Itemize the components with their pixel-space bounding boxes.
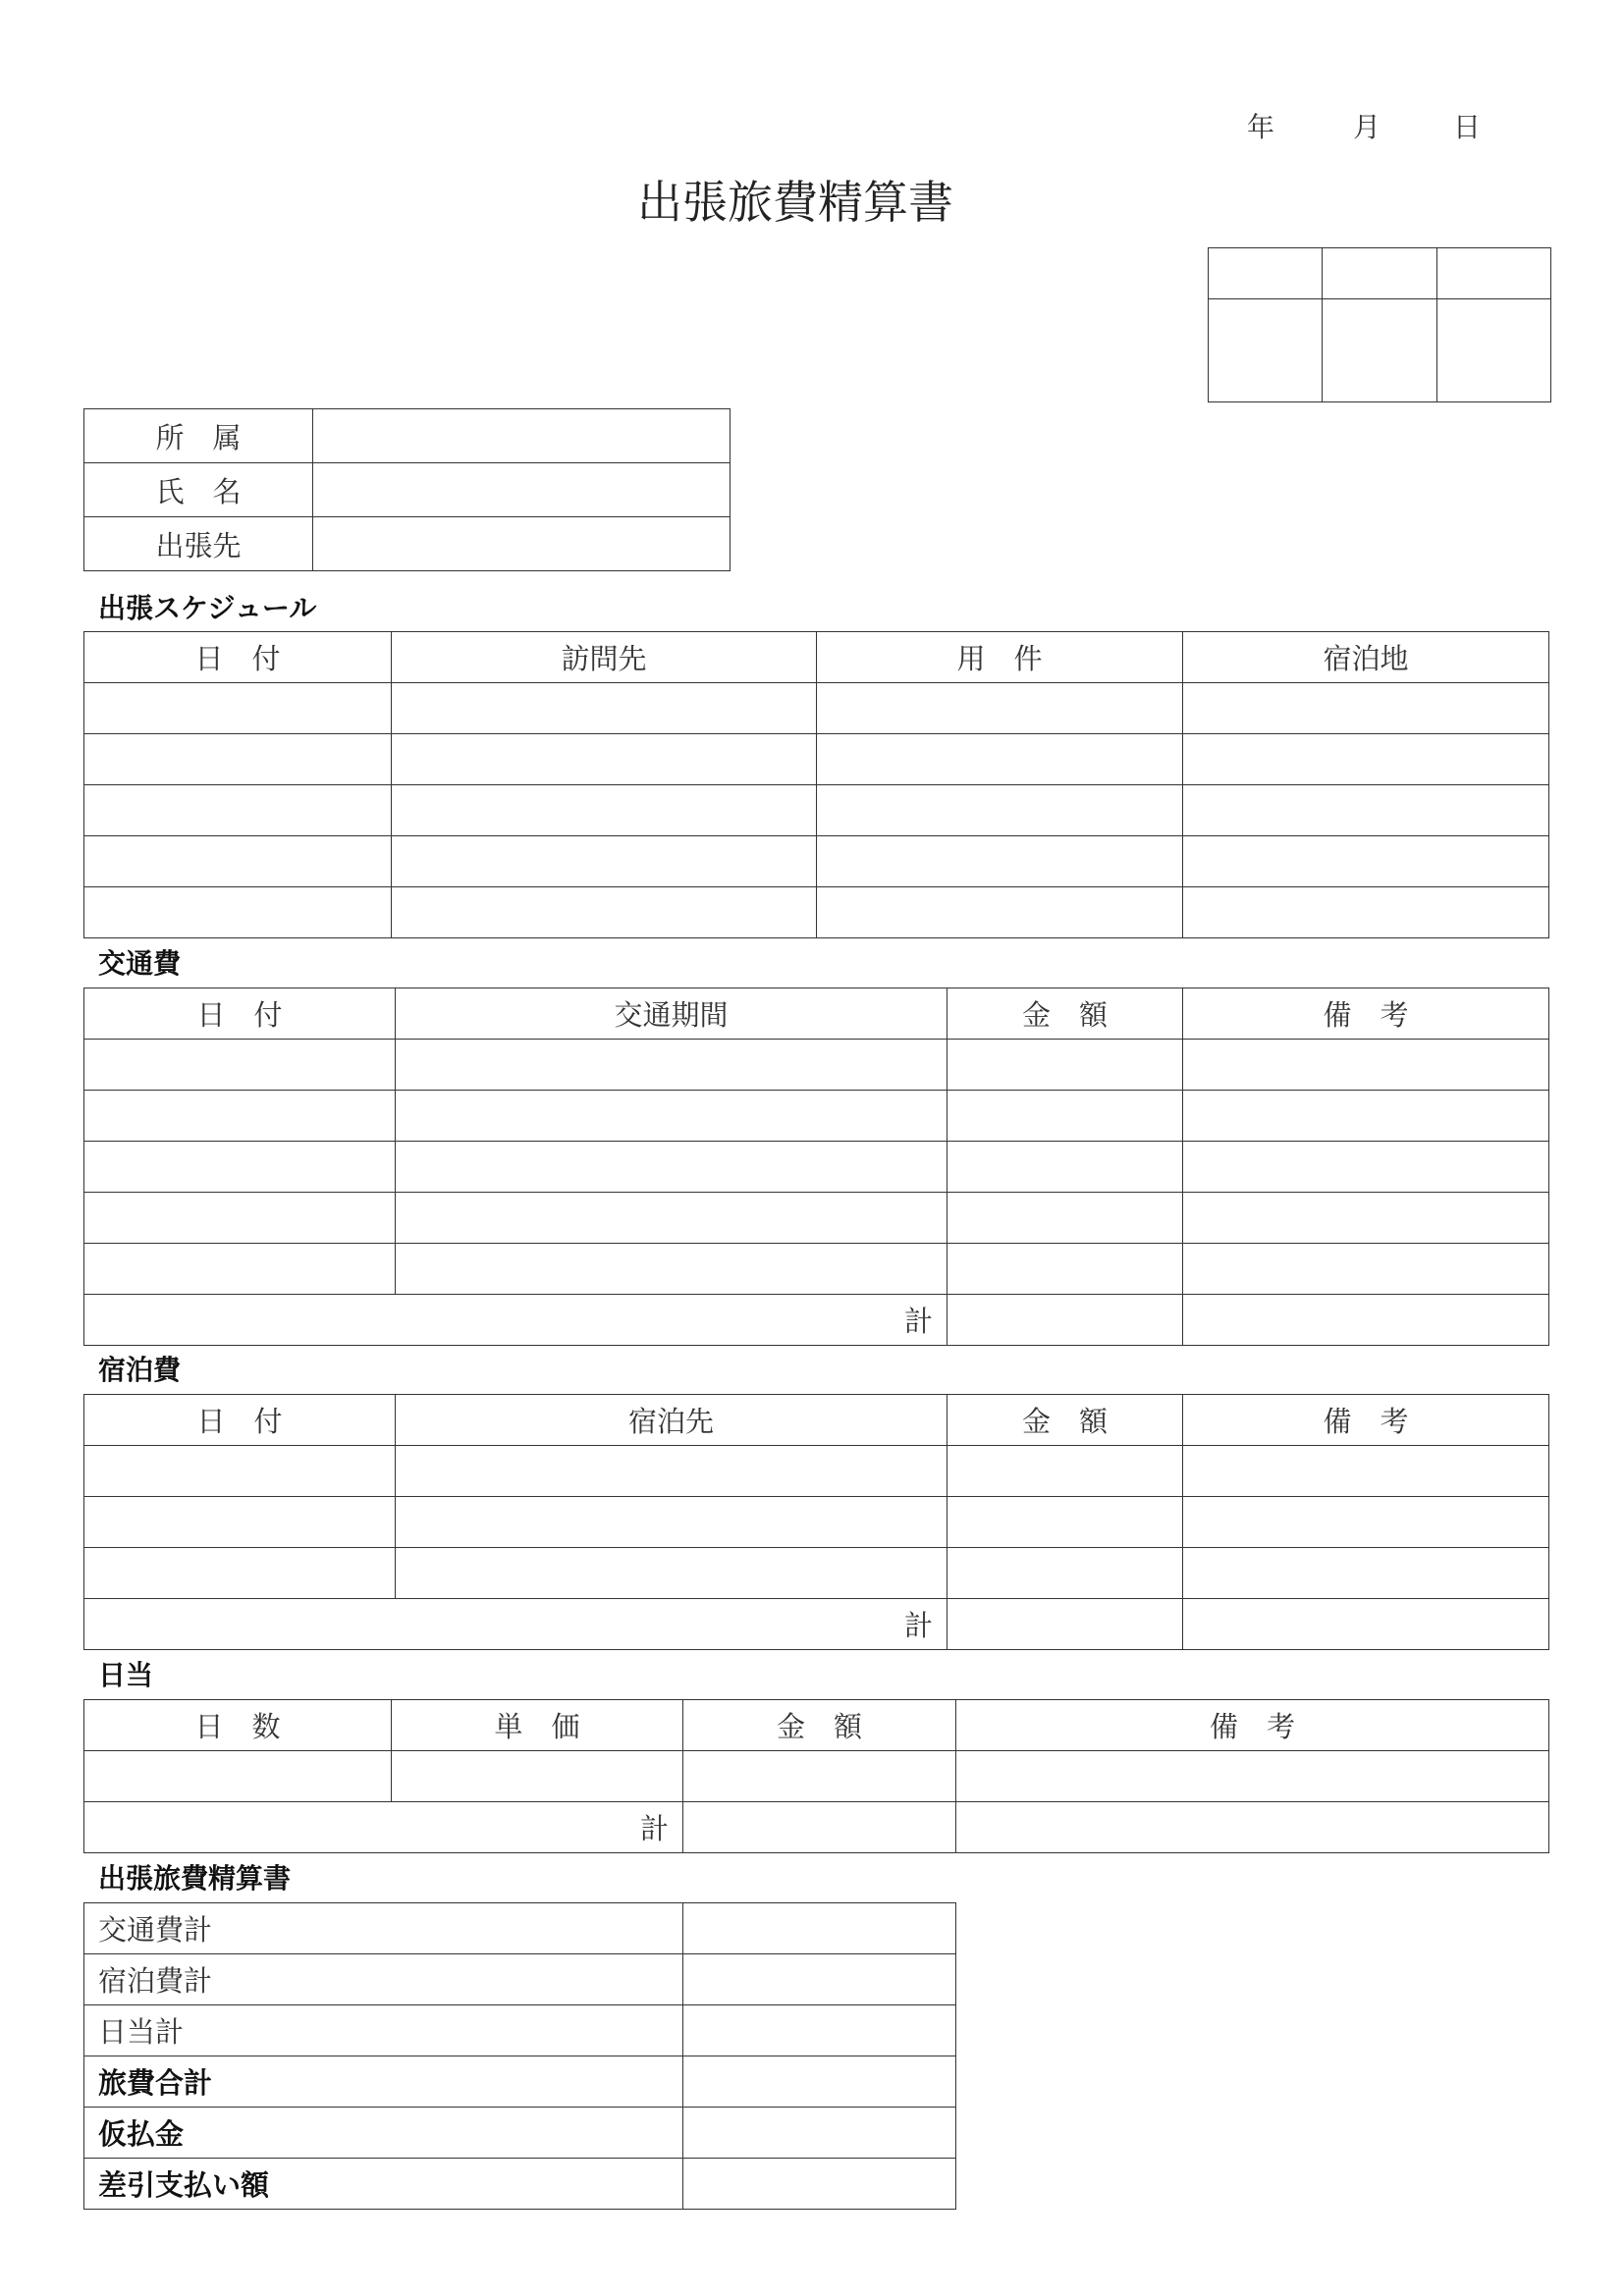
lodging-total-label: 計: [84, 1599, 947, 1650]
table-cell[interactable]: [947, 1446, 1183, 1497]
schedule-col-date: 日 付: [84, 632, 392, 683]
stamp-header-cell[interactable]: [1323, 248, 1436, 299]
table-cell[interactable]: [396, 1446, 947, 1497]
daily-col-unit-price: 単 価: [392, 1700, 683, 1751]
table-cell[interactable]: [1183, 734, 1549, 785]
table-cell[interactable]: [84, 1751, 392, 1802]
daily-col-notes: 備 考: [956, 1700, 1549, 1751]
daily-table: [83, 1699, 1549, 1853]
table-cell[interactable]: [947, 1244, 1183, 1295]
table-cell[interactable]: [84, 887, 392, 938]
daily-col-days: 日 数: [84, 1700, 392, 1751]
transport-col-notes: 備 考: [1183, 988, 1549, 1040]
table-cell[interactable]: [947, 1497, 1183, 1548]
summary-lodging-total-value[interactable]: [683, 1954, 956, 2005]
table-cell[interactable]: [396, 1193, 947, 1244]
summary-advance-value[interactable]: [683, 2108, 956, 2159]
table-cell[interactable]: [84, 683, 392, 734]
table-cell[interactable]: [84, 1142, 396, 1193]
table-cell[interactable]: [84, 734, 392, 785]
stamp-cell[interactable]: [1436, 299, 1550, 402]
table-cell[interactable]: [1183, 1040, 1549, 1091]
table-cell[interactable]: [947, 1193, 1183, 1244]
table-cell[interactable]: [1183, 785, 1549, 836]
table-cell[interactable]: [396, 1091, 947, 1142]
lodging-col-date: 日 付: [84, 1395, 396, 1446]
table-cell[interactable]: [1183, 1244, 1549, 1295]
summary-grand-total-value[interactable]: [683, 2056, 956, 2108]
table-cell[interactable]: [84, 1497, 396, 1548]
transport-heading: 交通費: [98, 947, 182, 980]
affiliation-label: 所 属: [84, 409, 313, 463]
lodging-col-place: 宿泊先: [396, 1395, 947, 1446]
daily-total-label: 計: [84, 1802, 683, 1853]
table-cell[interactable]: [396, 1142, 947, 1193]
transport-total-label: 計: [84, 1295, 947, 1346]
table-cell[interactable]: [396, 1497, 947, 1548]
table-cell[interactable]: [392, 836, 817, 887]
schedule-col-visit: 訪問先: [392, 632, 817, 683]
transport-total-notes[interactable]: [1183, 1295, 1549, 1346]
table-cell[interactable]: [817, 734, 1183, 785]
table-cell[interactable]: [84, 785, 392, 836]
lodging-col-notes: 備 考: [1183, 1395, 1549, 1446]
table-cell[interactable]: [392, 683, 817, 734]
table-cell[interactable]: [84, 1548, 396, 1599]
transport-col-date: 日 付: [84, 988, 396, 1040]
summary-advance-label: 仮払金: [84, 2108, 683, 2159]
table-cell[interactable]: [947, 1091, 1183, 1142]
summary-net-payment-label: 差引支払い額: [84, 2159, 683, 2210]
table-cell[interactable]: [392, 1751, 683, 1802]
destination-field[interactable]: [313, 517, 731, 571]
schedule-heading: 出張スケジュール: [98, 592, 317, 624]
table-cell[interactable]: [84, 1091, 396, 1142]
date-day-label: 日: [1453, 111, 1482, 143]
date-year-label: 年: [1247, 111, 1275, 143]
table-cell[interactable]: [1183, 1446, 1549, 1497]
table-cell[interactable]: [1183, 1142, 1549, 1193]
lodging-heading: 宿泊費: [98, 1354, 182, 1386]
summary-transport-total-label: 交通費計: [84, 1903, 683, 1954]
info-table: [83, 408, 731, 571]
table-cell[interactable]: [1183, 1193, 1549, 1244]
daily-total-notes[interactable]: [956, 1802, 1549, 1853]
summary-daily-total-label: 日当計: [84, 2005, 683, 2056]
table-cell[interactable]: [1183, 887, 1549, 938]
schedule-col-lodging: 宿泊地: [1183, 632, 1549, 683]
date-month-label: 月: [1353, 111, 1381, 143]
destination-label: 出張先: [84, 517, 313, 571]
table-cell[interactable]: [396, 1548, 947, 1599]
table-cell[interactable]: [396, 1040, 947, 1091]
table-cell[interactable]: [817, 785, 1183, 836]
daily-heading: 日当: [98, 1659, 154, 1691]
table-cell[interactable]: [84, 1040, 396, 1091]
summary-lodging-total-label: 宿泊費計: [84, 1954, 683, 2005]
affiliation-field[interactable]: [313, 409, 731, 463]
transport-table: [83, 988, 1549, 1346]
lodging-table: [83, 1394, 1549, 1650]
table-cell[interactable]: [947, 1548, 1183, 1599]
name-label: 氏 名: [84, 463, 313, 517]
transport-col-route: 交通期間: [396, 988, 947, 1040]
table-cell[interactable]: [84, 1446, 396, 1497]
table-cell[interactable]: [947, 1142, 1183, 1193]
table-cell[interactable]: [817, 887, 1183, 938]
summary-daily-total-value[interactable]: [683, 2005, 956, 2056]
stamp-cell[interactable]: [1323, 299, 1436, 402]
name-field[interactable]: [313, 463, 731, 517]
daily-col-amount: 金 額: [683, 1700, 956, 1751]
table-cell[interactable]: [392, 887, 817, 938]
summary-heading: 出張旅費精算書: [98, 1862, 292, 1895]
table-cell[interactable]: [84, 836, 392, 887]
table-cell[interactable]: [1183, 836, 1549, 887]
approval-stamp-table: [1208, 247, 1551, 402]
page-title: 出張旅費精算書: [637, 176, 953, 229]
table-cell[interactable]: [396, 1244, 947, 1295]
lodging-total-notes[interactable]: [1183, 1599, 1549, 1650]
table-cell[interactable]: [817, 683, 1183, 734]
table-cell[interactable]: [84, 1193, 396, 1244]
schedule-table: [83, 631, 1549, 938]
daily-total-amount[interactable]: [683, 1802, 956, 1853]
table-cell[interactable]: [1183, 1497, 1549, 1548]
transport-total-amount[interactable]: [947, 1295, 1183, 1346]
lodging-col-amount: 金 額: [947, 1395, 1183, 1446]
table-cell[interactable]: [683, 1751, 956, 1802]
lodging-total-amount[interactable]: [947, 1599, 1183, 1650]
table-cell[interactable]: [1183, 1548, 1549, 1599]
summary-table: [83, 1902, 956, 2210]
summary-grand-total-label: 旅費合計: [84, 2056, 683, 2108]
stamp-header-cell[interactable]: [1209, 248, 1323, 299]
stamp-header-cell[interactable]: [1436, 248, 1550, 299]
table-cell[interactable]: [392, 734, 817, 785]
table-cell[interactable]: [956, 1751, 1549, 1802]
table-cell[interactable]: [392, 785, 817, 836]
table-cell[interactable]: [1183, 683, 1549, 734]
schedule-col-purpose: 用 件: [817, 632, 1183, 683]
table-cell[interactable]: [817, 836, 1183, 887]
table-cell[interactable]: [947, 1040, 1183, 1091]
stamp-cell[interactable]: [1209, 299, 1323, 402]
summary-transport-total-value[interactable]: [683, 1903, 956, 1954]
transport-col-amount: 金 額: [947, 988, 1183, 1040]
summary-net-payment-value[interactable]: [683, 2159, 956, 2210]
table-cell[interactable]: [84, 1244, 396, 1295]
table-cell[interactable]: [1183, 1091, 1549, 1142]
